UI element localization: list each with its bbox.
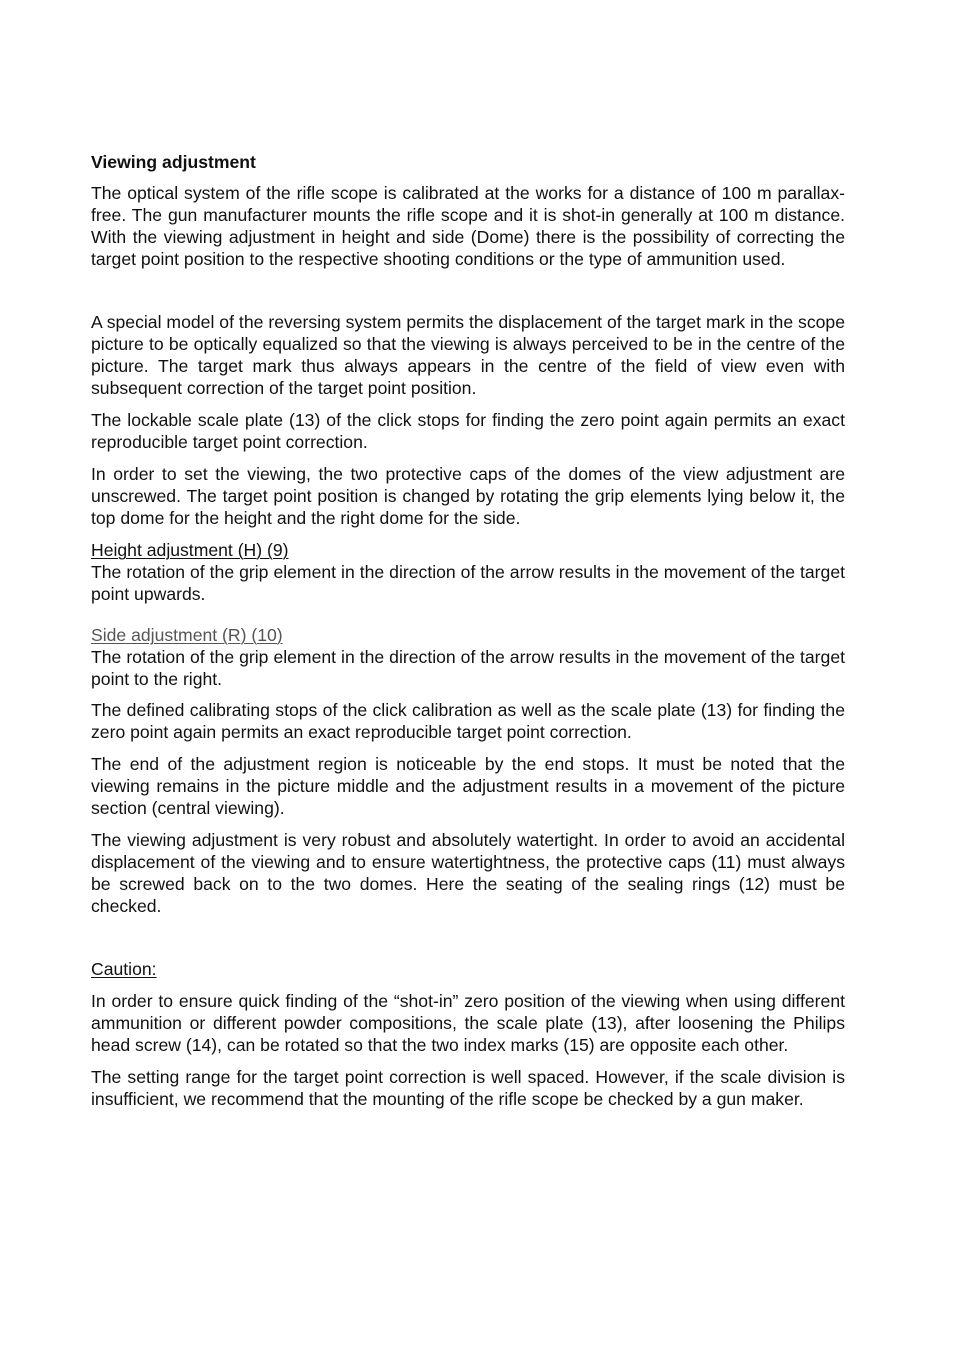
side-adjustment-text: The rotation of the grip element in the direction of the arrow results in the movement of the target point to the right. — [91, 647, 845, 689]
height-adjustment-text: The rotation of the grip element in the direction of the arrow results in the movement of the target point upwards. — [91, 562, 845, 604]
caution-paragraph: The setting range for the target point correction is well spaced. However, if the scale division is insufficient, we recommend that the mounting of the rifle scope be checked by a gun maker. — [91, 1067, 845, 1109]
body-paragraph: The defined calibrating stops of the click calibration as well as the scale plate (13) for finding the zero point again permits an exact reproducible target point correction. — [91, 700, 845, 742]
document-page — [91, 151, 845, 1120]
spacer — [91, 927, 845, 958]
body-paragraph: In order to set the viewing, the two protective caps of the domes of the view adjustment are unscrewed. The target point position is changed by rotating the grip elements lying below it, the top dome for the height and the right dome for the side. — [91, 464, 845, 528]
body-paragraph: The lockable scale plate (13) of the click stops for finding the zero point again permits an exact reproducible target point correction. — [91, 410, 845, 452]
height-adjustment-block — [91, 539, 845, 605]
side-adjustment-block — [91, 624, 845, 690]
body-paragraph: A special model of the reversing system permits the displacement of the target mark in the scope picture to be optically equalized so that the viewing is always perceived to be in the centre of the picture. The target mark thus always appears in the centre of the field of view even with subsequent correction of the target point position. — [91, 312, 845, 398]
height-adjustment-heading: Height adjustment (H) (9) — [91, 540, 289, 560]
caution-heading: Caution: — [91, 959, 157, 979]
spacer — [91, 280, 845, 311]
body-paragraph: The viewing adjustment is very robust and absolutely watertight. In order to avoid an accidental displacement of the viewing and to ensure watertightness, the protective caps (11) must always be screwed back on to the two domes. Here the seating of the sealing rings (12) must be checked. — [91, 830, 845, 916]
intro-paragraph: The optical system of the rifle scope is calibrated at the works for a distance of 100 m parallax-free. The gun manufacturer mounts the rifle scope and it is shot-in generally at 100 m distance. With the viewing adjustment in height and side (Dome) there is the possibility of correcting the target point position to the respective shooting conditions or the type of ammunition used. — [91, 183, 845, 269]
side-adjustment-heading: Side adjustment (R) (10) — [91, 625, 283, 645]
body-paragraph: The end of the adjustment region is noticeable by the end stops. It must be noted that the viewing remains in the picture middle and the adjustment results in a movement of the picture section (central viewing). — [91, 754, 845, 818]
section-heading: Viewing adjustment — [91, 152, 256, 172]
caution-paragraph: In order to ensure quick finding of the “shot-in” zero position of the viewing when using different ammunition or different powder compositions, the scale plate (13), after loosening the Philips head screw (14), can be rotated so that the two index marks (15) are opposite each other. — [91, 991, 845, 1055]
